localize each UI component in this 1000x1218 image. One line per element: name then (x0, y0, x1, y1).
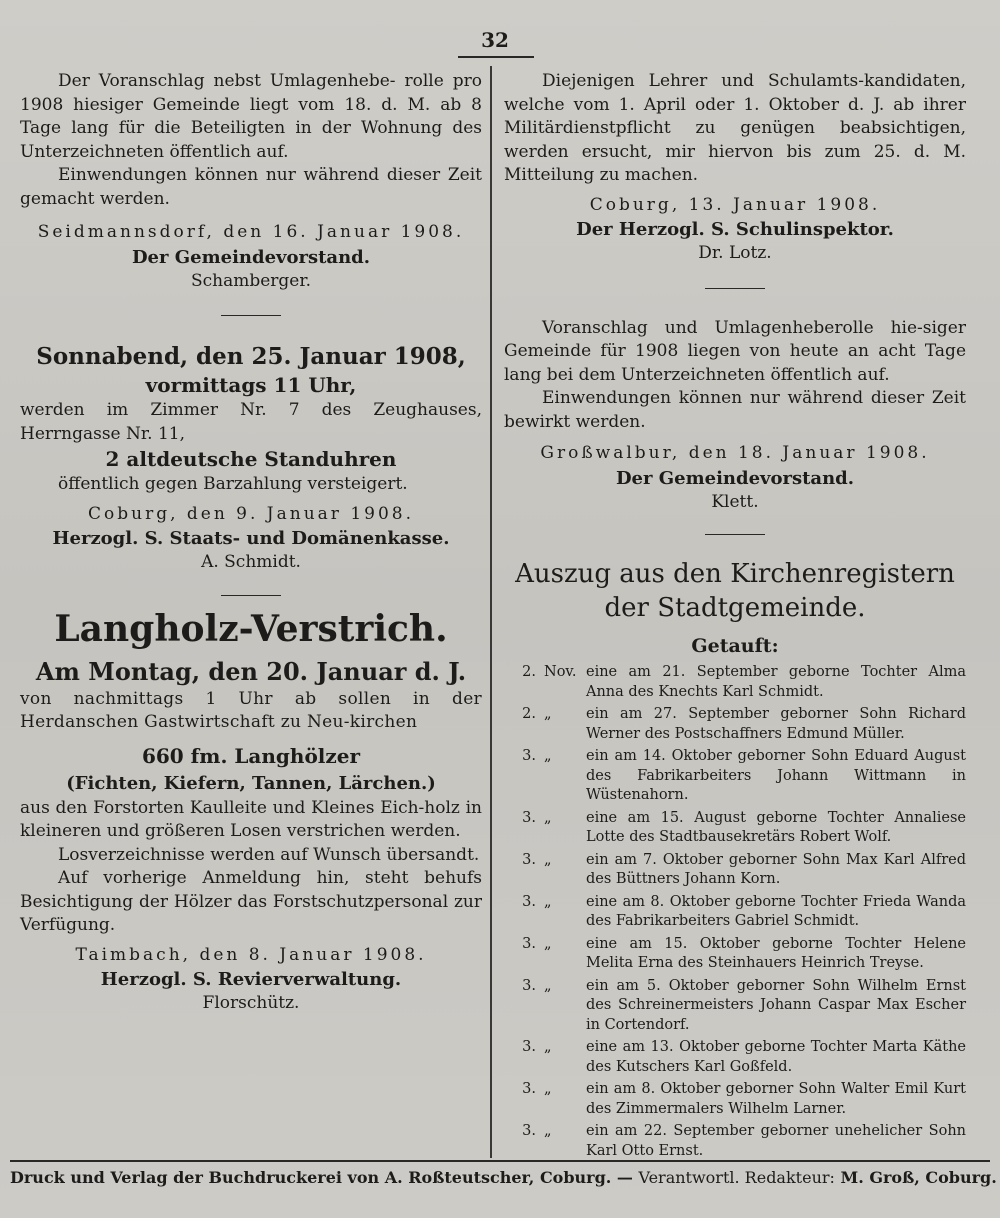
registry-entry (504, 747, 966, 806)
timber-species: (Fichten, Kiefern, Tannen, Lärchen.) (66, 772, 436, 794)
notice-langholz (20, 606, 482, 1016)
entry-text: eine am 13. Oktober geborne Tochter Marta Käthe des Kutschers Karl Goßfeld. (586, 1039, 966, 1075)
notice-text: Losverzeichnisse werden auf Wunsch übersandt. (58, 844, 480, 865)
entry-month: „ (544, 935, 552, 952)
imprint-footer (10, 1166, 997, 1190)
notice-line: 18. d. M. ab 8 Tage lang für die Beteiligten (20, 94, 482, 138)
signer-name: Schamberger. (190, 270, 312, 291)
entry-text: eine am 15. August geborne Tochter Annaliese Lotte des Stadtbausekretärs Robert Wolf. (586, 809, 966, 845)
entry-day: 3. (522, 977, 536, 994)
entry-month: „ (544, 809, 552, 826)
registry-section-heading: Getauft: (691, 635, 779, 657)
left-column (20, 70, 482, 1016)
auction-date: Sonnabend, den 25. Januar 1908, (36, 343, 466, 370)
separator-rule (705, 534, 765, 535)
entry-text: ein am 7. Oktober geborner Sohn Max Karl Alfred des Büttners Johann Korn. (586, 851, 966, 887)
registry-subtitle: der Stadtgemeinde. (604, 593, 866, 623)
registry-entry (504, 1122, 966, 1161)
signing-authority: Herzogl. S. Revierverwaltung. (100, 969, 402, 990)
registry-entry (504, 935, 966, 974)
entry-day: 3. (522, 1081, 536, 1097)
signer-name: Dr. Lotz. (698, 243, 772, 263)
imprint-publisher: Druck und Verlag der Buchdruckerei von A. Roßteutscher, Coburg. — (10, 1168, 639, 1187)
signing-authority: Der Gemeindevorstand. (615, 467, 855, 489)
entry-day: 3. (522, 1123, 536, 1139)
entry-day: 2. (522, 706, 536, 722)
page-number: 32 (481, 28, 509, 52)
entry-month: „ (544, 1081, 552, 1097)
signer-name: Klett. (711, 491, 759, 512)
entry-day: 3. (522, 1039, 536, 1055)
registry-title: Auszug aus den Kirchenregistern (515, 559, 955, 589)
timber-quantity: 660 fm. Langhölzer (141, 743, 361, 768)
entry-text: eine am 15. Oktober geborne Tochter Helene Melita Erna des Steinhauers Heinrich Treyse. (586, 935, 966, 971)
entry-month: „ (544, 706, 552, 722)
notice-grosswalbur (504, 317, 966, 515)
registry-entry (504, 1080, 966, 1119)
notice-text: aus den Forstorten Kaulleite und Kleines Eich-holz in kleineren und größeren Losen verstrichen werden. (20, 797, 482, 841)
notice-text: von nachmittags 1 Uhr ab sollen in der Herdanschen Gastwirtschaft zu Neu-kirchen (20, 688, 482, 732)
entry-month: „ (544, 1123, 552, 1139)
registry-entry (504, 1038, 966, 1077)
registry-entry (504, 663, 966, 702)
auction-text: öffentlich gegen Barzahlung versteigert. (58, 474, 408, 494)
entry-month: „ (544, 851, 552, 868)
notice-headline: Langholz-Verstrich. (54, 607, 448, 650)
entry-day: 3. (522, 851, 536, 868)
entry-day: 3. (522, 809, 536, 826)
notice-schulinspektor (504, 70, 966, 266)
entry-day: 3. (522, 935, 536, 952)
registry-entry (504, 851, 966, 890)
signing-authority: Der Herzogl. S. Schulinspektor. (576, 219, 894, 240)
registry-entry (504, 705, 966, 744)
place-date: Coburg, 13. Januar 1908. (589, 194, 881, 215)
registry-entries (504, 663, 966, 1161)
auction-item: 2 altdeutsche Standuhren (105, 447, 397, 471)
place-date: Seidmannsdorf, den 16. Januar 1908. (37, 222, 465, 242)
separator-rule (221, 315, 281, 316)
notice-line: auf. (256, 141, 289, 162)
entry-month: „ (544, 1039, 552, 1055)
notice-seidmannsdorf (20, 70, 482, 293)
entry-month: „ (544, 748, 552, 764)
imprint-editor: M. Groß, Coburg. (834, 1168, 997, 1187)
signer-name: A. Schmidt. (201, 552, 301, 572)
place-date: Coburg, den 9. Januar 1908. (88, 503, 414, 524)
entry-month: „ (544, 977, 552, 994)
footer-rule (10, 1160, 990, 1162)
notice-text: Diejenigen Lehrer und Schulamts-kandidaten, welche vom 1. April oder 1. Oktober d. J. ab ihrer Militärdienstpflicht zu genügen beabsichtigen, werden ersucht, mir hiervon bis zum 25. d. M. Mitteilung zu machen. (504, 71, 966, 185)
auction-time: vormittags 11 Uhr, (145, 373, 357, 397)
entry-day: 3. (522, 748, 536, 764)
notice-text: Voranschlag und Umlagenheberolle hie-siger Gemeinde für 1908 liegen von heute an acht Tage lang bei dem Unterzeichneten öffentlich auf. (504, 317, 966, 385)
notice-text (20, 70, 482, 164)
notice-line: in der Wohnung des Unterzeichneten öffentlich (20, 118, 483, 162)
place-date: Taimbach, den 8. Januar 1908. (75, 944, 427, 965)
objection-text: Einwendungen können nur während dieser Zeit bewirkt werden. (504, 388, 966, 432)
entry-month: Nov. (544, 664, 577, 680)
place-date: Großwalbur, den 18. Januar 1908. (540, 443, 930, 463)
notice-line: rolle pro 1908 hiesiger Gemeinde liegt vom (20, 71, 482, 115)
objection-text: Einwendungen können nur während dieser Zeit gemacht werden. (20, 165, 482, 209)
registry-entry (504, 809, 966, 848)
church-registry (504, 557, 966, 1161)
notice-auction (20, 342, 482, 575)
imprint-editor-label: Verantwortl. Redakteur: (638, 1168, 835, 1187)
registry-entry (504, 893, 966, 932)
notice-text: Auf vorherige Anmeldung hin, steht behufs Besichtigung der Hölzer das Forstschutzpersonal zur Verfügung. (20, 868, 482, 935)
right-column (504, 70, 966, 1164)
signing-authority: Der Gemeindevorstand. (131, 246, 371, 268)
notice-date: Am Montag, den 20. Januar d. J. (35, 656, 467, 686)
separator-rule (705, 288, 765, 289)
entry-text: ein am 8. Oktober geborner Sohn Walter Emil Kurt des Zimmermalers Wilhelm Larner. (586, 1081, 966, 1117)
entry-text: eine am 21. September geborne Tochter Alma Anna des Knechts Karl Schmidt. (586, 664, 966, 700)
signing-authority: Herzogl. S. Staats- und Domänenkasse. (52, 528, 450, 549)
column-divider (490, 66, 492, 1158)
entry-day: 3. (522, 893, 536, 910)
auction-text: werden im Zimmer Nr. 7 des Zeughauses, Herrngasse Nr. 11, (20, 400, 482, 444)
entry-text: ein am 22. September geborner unehelicher Sohn Karl Otto Ernst. (586, 1123, 966, 1159)
page-number-rule (458, 56, 534, 58)
entry-text: ein am 14. Oktober geborner Sohn Eduard August des Fabrikarbeiters Johann Wittmann in Wüstenahorn. (586, 748, 966, 803)
entry-day: 2. (522, 664, 536, 680)
entry-month: „ (544, 893, 552, 910)
registry-entry (504, 977, 966, 1036)
signer-name: Florschütz. (202, 993, 300, 1013)
separator-rule (221, 595, 281, 596)
entry-text: ein am 27. September geborner Sohn Richard Werner des Postschaffners Edmund Müller. (586, 706, 966, 742)
notice-line: Der Voranschlag nebst Umlagenhebe- (58, 71, 396, 91)
entry-text: eine am 8. Oktober geborne Tochter Frieda Wanda des Fabrikarbeiters Gabriel Schmidt. (586, 893, 966, 929)
entry-text: ein am 5. Oktober geborner Sohn Wilhelm Ernst des Schreinermeisters Johann Caspar Max Escher in Cortendorf. (586, 977, 966, 1033)
